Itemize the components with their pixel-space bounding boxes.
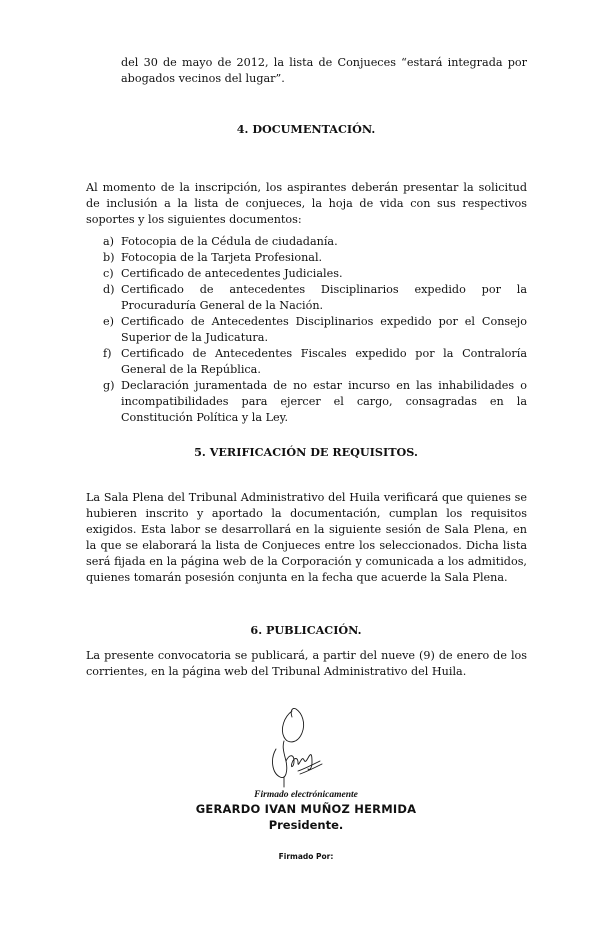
publicacion-paragraph: La presente convocatoria se publicará, a partir del nueve (9) de enero de los corrientes, en la página web del Tribunal Administrativo del Huila. [86, 649, 527, 678]
list-item [103, 378, 527, 426]
handwritten-signature-icon [262, 703, 332, 789]
list-item-text: Certificado de antecedentes Disciplinarios expedido por la Procuraduría General de la Nación. [121, 283, 527, 312]
section-heading-documentacion: 4. DOCUMENTACIÓN. [236, 122, 376, 136]
verificacion-paragraph: La Sala Plena del Tribunal Administrativo del Huila verificará que quienes se hubieren inscrito y aportado la documentación, cumplan los requisitos exigidos. Esta labor se desarrollará en la siguiente sesión de Sala Plena, en la que se elaborará la lista de Conjueces entre los seleccionados. Dicha lista será fijada en la página web de la Corporación y comunicada a los admitidos, quienes tomarán posesión conjunta en la fecha que acuerde la Sala Plena. [86, 491, 527, 584]
list-marker: f) [103, 347, 112, 360]
list-item [103, 314, 527, 346]
list-marker: g) [103, 379, 115, 392]
list-marker: e) [103, 315, 114, 328]
list-item [103, 234, 527, 250]
list-item [103, 282, 527, 314]
signer-role: Presidente. [268, 818, 344, 832]
list-item-text: Certificado de Antecedentes Disciplinarios expedido por el Consejo Superior de la Judicatura. [121, 315, 527, 344]
signer-name: GERARDO IVAN MUÑOZ HERMIDA [195, 802, 417, 816]
list-marker: b) [103, 251, 115, 264]
list-item-text: Certificado de antecedentes Judiciales. [121, 267, 343, 280]
list-item-text: Declaración juramentada de no estar incurso en las inhabilidades o incompatibilidades para ejercer el cargo, consagradas en la Constitución Política y la Ley. [121, 379, 527, 424]
signed-by-label: Firmado Por: [278, 852, 334, 861]
documentacion-paragraph: Al momento de la inscripción, los aspirantes deberán presentar la solicitud de inclusión a la lista de conjueces, la hoja de vida con sus respectivos soportes y los siguientes documentos: [86, 181, 527, 226]
intro-paragraph: del 30 de mayo de 2012, la lista de Conjueces “estará integrada por abogados vecinos del lugar”. [121, 56, 527, 85]
list-item [103, 266, 527, 282]
electronic-signature-label: Firmado electrónicamente [254, 790, 358, 800]
list-item-text: Certificado de Antecedentes Fiscales expedido por la Contraloría General de la República. [121, 347, 527, 376]
section-heading-publicacion: 6. PUBLICACIÓN. [250, 623, 362, 637]
list-item [103, 250, 527, 266]
required-documents-list [103, 234, 527, 426]
list-marker: a) [103, 235, 115, 248]
list-item-text: Fotocopia de la Cédula de ciudadanía. [121, 235, 338, 248]
list-item-text: Fotocopia de la Tarjeta Profesional. [121, 251, 323, 264]
list-marker: c) [103, 267, 114, 280]
list-marker: d) [103, 283, 115, 296]
section-heading-verificacion: 5. VERIFICACIÓN DE REQUISITOS. [194, 445, 418, 459]
list-item [103, 346, 527, 378]
